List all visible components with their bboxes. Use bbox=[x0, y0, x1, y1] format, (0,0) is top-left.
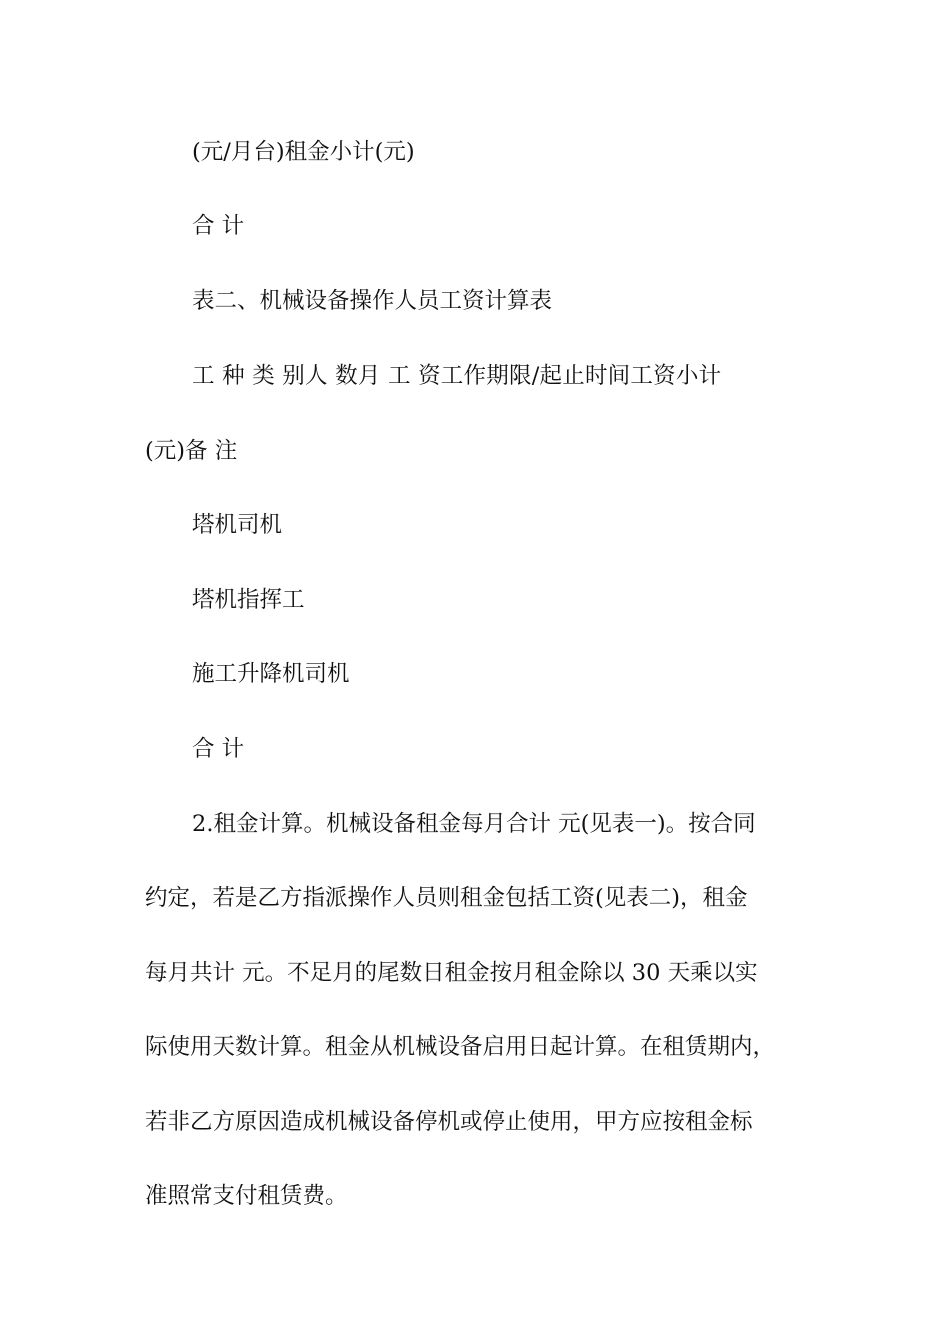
paragraph-line-5: 若非乙方原因造成机械设备停机或停止使用，甲方应按租金标 bbox=[145, 1109, 753, 1135]
paragraph-line-1: 2.租金计算。机械设备租金每月合计 元(见表一)。按合同 bbox=[192, 811, 756, 837]
table-one-header-fragment: (元/月台)租金小计(元) bbox=[192, 139, 415, 165]
paragraph-line-4: 际使用天数计算。租金从机械设备启用日起计算。在租赁期内， bbox=[145, 1034, 776, 1060]
paragraph-line-3: 每月共计 元。不足月的尾数日租金按月租金除以 30 天乘以实 bbox=[145, 960, 758, 986]
table-one-total-label: 合 计 bbox=[192, 213, 245, 239]
table-two-title: 表二、机械设备操作人员工资计算表 bbox=[192, 288, 553, 314]
table-two-header-row-continued: (元)备 注 bbox=[145, 438, 238, 464]
table-two-total-label: 合 计 bbox=[192, 736, 245, 762]
paragraph-line-6: 准照常支付租赁费。 bbox=[145, 1183, 348, 1209]
table-two-row-tower-crane-signalman: 塔机指挥工 bbox=[192, 587, 305, 613]
paragraph-line-2: 约定，若是乙方指派操作人员则租金包括工资(见表二)，租金 bbox=[145, 885, 748, 911]
table-two-header-row: 工 种 类 别人 数月 工 资工作期限/起止时间工资小计 bbox=[192, 363, 722, 389]
table-two-row-tower-crane-operator: 塔机司机 bbox=[192, 512, 283, 538]
table-two-row-hoist-operator: 施工升降机司机 bbox=[192, 661, 350, 687]
